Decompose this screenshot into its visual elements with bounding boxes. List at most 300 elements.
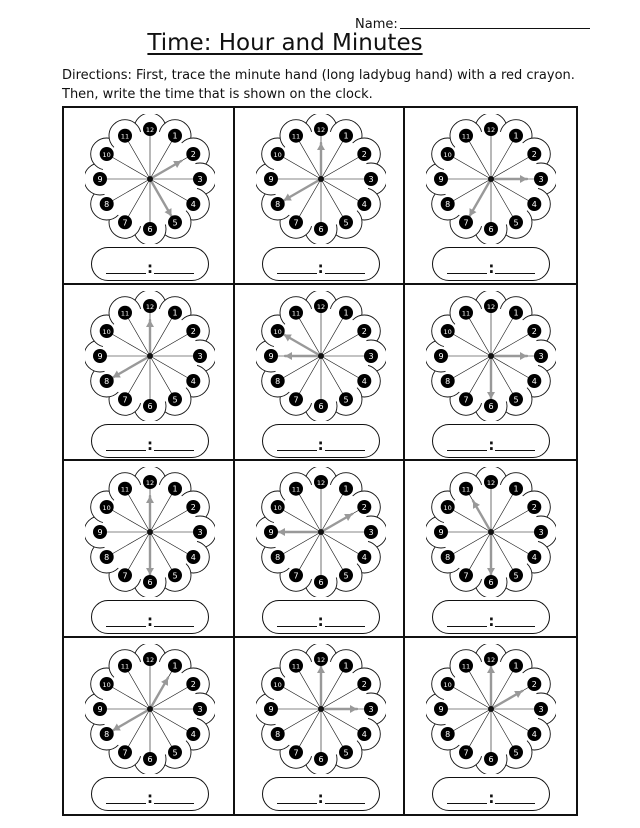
svg-text:4: 4 — [532, 553, 538, 562]
clock-number — [100, 677, 114, 691]
clock-number — [186, 677, 200, 691]
clock-number — [168, 745, 182, 759]
clock-number — [186, 550, 200, 564]
hour-blank[interactable] — [277, 273, 317, 274]
svg-text:11: 11 — [462, 309, 471, 318]
clock-number — [270, 374, 284, 388]
svg-text:5: 5 — [343, 571, 349, 581]
hour-blank[interactable] — [447, 450, 487, 451]
clock-number — [534, 172, 548, 186]
clock-number — [186, 500, 200, 514]
hour-blank[interactable] — [106, 803, 146, 804]
clock-face — [85, 114, 215, 244]
time-answer-box[interactable] — [91, 600, 209, 634]
svg-text:1: 1 — [172, 131, 178, 141]
clock-number — [270, 324, 284, 338]
time-answer-box[interactable] — [91, 424, 209, 458]
clock-number — [143, 752, 157, 766]
svg-text:8: 8 — [274, 553, 280, 562]
clock-number — [100, 197, 114, 211]
clock-number — [93, 525, 107, 539]
clock-number — [509, 745, 523, 759]
clock-number — [509, 392, 523, 406]
clock-number — [509, 482, 523, 496]
svg-text:8: 8 — [274, 729, 280, 739]
clock-number — [484, 752, 498, 766]
clock-number — [441, 677, 455, 691]
time-answer-box[interactable] — [432, 247, 550, 281]
svg-text:9: 9 — [97, 528, 103, 537]
clock-number — [534, 349, 548, 363]
svg-text:2: 2 — [532, 326, 538, 336]
clock-number — [168, 658, 182, 672]
clock-number — [264, 172, 278, 186]
svg-text:12: 12 — [145, 302, 155, 311]
clock-cell — [235, 461, 406, 638]
time-colon: : — [488, 259, 495, 277]
hour-blank[interactable] — [106, 273, 146, 274]
svg-text:11: 11 — [291, 662, 300, 671]
clock-face — [256, 114, 386, 244]
clock-face — [256, 291, 386, 421]
clock-number — [289, 215, 303, 229]
time-colon: : — [147, 435, 153, 454]
time-answer-box[interactable] — [432, 424, 550, 458]
svg-text:10: 10 — [273, 680, 282, 689]
svg-text:12: 12 — [145, 126, 155, 134]
clock-number — [441, 374, 455, 388]
clock-face — [426, 644, 556, 774]
svg-text:1: 1 — [513, 661, 519, 671]
hour-blank[interactable] — [447, 803, 487, 804]
svg-text:11: 11 — [291, 485, 300, 494]
svg-text:8: 8 — [445, 553, 451, 562]
clock-number — [100, 727, 114, 741]
svg-text:4: 4 — [190, 376, 196, 386]
time-colon: : — [317, 612, 324, 630]
clock-number — [314, 299, 328, 313]
svg-text:9: 9 — [97, 351, 103, 361]
clock-number — [528, 374, 542, 388]
svg-text:3: 3 — [368, 704, 374, 714]
svg-text:6: 6 — [488, 754, 494, 764]
clock-number — [270, 727, 284, 741]
svg-text:1: 1 — [513, 308, 519, 318]
clock-number — [143, 222, 157, 236]
svg-text:6: 6 — [147, 225, 153, 234]
svg-text:2: 2 — [532, 679, 538, 689]
clock-number — [168, 482, 182, 496]
clock-number — [143, 475, 157, 489]
time-answer-box[interactable] — [262, 247, 380, 281]
minute-blank[interactable] — [154, 273, 194, 274]
clock-number — [528, 550, 542, 564]
svg-text:12: 12 — [145, 655, 155, 664]
svg-text:8: 8 — [445, 376, 451, 386]
clock-face — [426, 467, 556, 597]
clock-number — [534, 702, 548, 716]
clock-cell — [405, 638, 576, 815]
clock-number — [364, 525, 378, 539]
clock-number — [357, 677, 371, 691]
svg-text:10: 10 — [102, 680, 111, 689]
clock-number — [357, 550, 371, 564]
svg-text:8: 8 — [274, 200, 280, 209]
clock-number — [186, 374, 200, 388]
svg-text:5: 5 — [513, 571, 519, 581]
clock-number — [186, 324, 200, 338]
hour-blank[interactable] — [447, 626, 487, 627]
svg-text:12: 12 — [316, 302, 325, 311]
svg-text:6: 6 — [488, 578, 494, 587]
svg-text:2: 2 — [361, 150, 367, 159]
clock-number — [168, 215, 182, 229]
clock-number — [168, 305, 182, 319]
clock-number — [441, 147, 455, 161]
svg-text:1: 1 — [513, 484, 519, 494]
clock-number — [186, 147, 200, 161]
clock-number — [100, 374, 114, 388]
clock-number — [289, 305, 303, 319]
svg-text:6: 6 — [318, 401, 324, 411]
svg-text:8: 8 — [274, 376, 280, 386]
clock-number — [528, 324, 542, 338]
svg-text:5: 5 — [343, 394, 349, 404]
svg-text:10: 10 — [102, 327, 111, 336]
minute-blank[interactable] — [325, 450, 365, 451]
svg-text:5: 5 — [513, 218, 519, 228]
clock-number — [289, 129, 303, 143]
time-colon: : — [147, 612, 153, 630]
svg-text:8: 8 — [104, 200, 110, 209]
svg-text:8: 8 — [445, 729, 451, 739]
minute-blank[interactable] — [325, 803, 365, 804]
svg-text:4: 4 — [361, 729, 367, 739]
minute-blank[interactable] — [325, 626, 365, 627]
time-colon: : — [147, 788, 153, 807]
minute-blank[interactable] — [495, 273, 535, 274]
clock-number — [118, 745, 132, 759]
clock-number — [484, 122, 498, 136]
clock-number — [118, 305, 132, 319]
hour-blank[interactable] — [106, 626, 146, 627]
svg-text:10: 10 — [273, 327, 282, 336]
svg-text:9: 9 — [268, 351, 274, 361]
clock-cell — [235, 638, 406, 815]
time-colon: : — [488, 612, 495, 630]
svg-text:9: 9 — [268, 175, 274, 184]
clock-cell — [235, 108, 406, 285]
clock-number — [100, 147, 114, 161]
svg-text:5: 5 — [172, 218, 178, 228]
clock-number — [357, 727, 371, 741]
clock-number — [339, 215, 353, 229]
clock-number — [509, 215, 523, 229]
clock-number — [118, 568, 132, 582]
svg-text:2: 2 — [532, 150, 538, 159]
clock-number — [509, 129, 523, 143]
svg-text:12: 12 — [145, 479, 155, 487]
clock-number — [357, 197, 371, 211]
clock-number — [459, 745, 473, 759]
clock-number — [100, 324, 114, 338]
svg-text:10: 10 — [102, 151, 111, 159]
clock-cell — [405, 285, 576, 462]
svg-text:9: 9 — [438, 175, 444, 184]
name-blank-line — [400, 28, 590, 29]
clock-number — [264, 349, 278, 363]
svg-text:4: 4 — [361, 200, 367, 209]
clock-number — [270, 550, 284, 564]
svg-text:4: 4 — [361, 376, 367, 386]
clock-face — [85, 291, 215, 421]
clock-number — [357, 374, 371, 388]
minute-blank[interactable] — [495, 626, 535, 627]
clock-number — [528, 677, 542, 691]
time-answer-box[interactable] — [432, 777, 550, 811]
clock-number — [270, 500, 284, 514]
clock-number — [484, 475, 498, 489]
clock-number — [143, 299, 157, 313]
svg-text:10: 10 — [443, 504, 453, 512]
time-answer-box[interactable] — [262, 600, 380, 634]
svg-text:3: 3 — [197, 175, 203, 184]
clock-face — [256, 644, 386, 774]
svg-text:7: 7 — [463, 747, 469, 757]
clock-number — [143, 122, 157, 136]
time-colon: : — [488, 788, 495, 807]
clock-number — [186, 727, 200, 741]
minute-blank[interactable] — [495, 803, 535, 804]
svg-text:4: 4 — [532, 200, 538, 209]
svg-text:2: 2 — [532, 503, 538, 512]
hour-blank[interactable] — [106, 450, 146, 451]
svg-text:11: 11 — [120, 662, 130, 671]
clock-number — [193, 702, 207, 716]
clock-number — [484, 399, 498, 413]
svg-text:1: 1 — [172, 308, 178, 318]
svg-text:2: 2 — [361, 326, 367, 336]
clock-number — [143, 399, 157, 413]
time-colon: : — [147, 259, 153, 277]
clock-number — [93, 172, 107, 186]
svg-text:3: 3 — [197, 351, 203, 361]
svg-text:10: 10 — [273, 151, 282, 159]
svg-text:2: 2 — [190, 503, 196, 512]
minute-blank[interactable] — [154, 803, 194, 804]
clock-number — [534, 525, 548, 539]
svg-text:4: 4 — [532, 376, 538, 386]
clock-number — [168, 568, 182, 582]
clock-number — [193, 172, 207, 186]
clock-number — [441, 727, 455, 741]
svg-text:3: 3 — [538, 351, 544, 361]
svg-text:6: 6 — [318, 754, 324, 764]
svg-text:3: 3 — [368, 175, 374, 184]
clock-number — [314, 122, 328, 136]
svg-text:9: 9 — [268, 528, 274, 537]
time-answer-box[interactable] — [91, 247, 209, 281]
svg-text:8: 8 — [104, 376, 110, 386]
svg-text:6: 6 — [488, 401, 494, 411]
clock-number — [186, 197, 200, 211]
time-answer-box[interactable] — [262, 424, 380, 458]
clock-number — [168, 392, 182, 406]
minute-blank[interactable] — [325, 273, 365, 274]
svg-text:7: 7 — [293, 394, 299, 404]
clock-number — [459, 392, 473, 406]
svg-text:1: 1 — [343, 131, 349, 141]
hour-blank[interactable] — [447, 273, 487, 274]
svg-text:2: 2 — [361, 503, 367, 512]
svg-text:4: 4 — [190, 553, 196, 562]
svg-text:5: 5 — [172, 571, 178, 581]
svg-text:10: 10 — [443, 680, 453, 689]
svg-text:7: 7 — [293, 218, 299, 228]
svg-text:7: 7 — [293, 747, 299, 757]
svg-text:11: 11 — [291, 132, 300, 141]
clock-number — [459, 482, 473, 496]
svg-text:5: 5 — [513, 747, 519, 757]
clock-number — [118, 129, 132, 143]
clock-number — [528, 500, 542, 514]
svg-text:9: 9 — [438, 351, 444, 361]
hour-blank[interactable] — [277, 450, 317, 451]
clock-cell — [64, 285, 235, 462]
clock-number — [509, 568, 523, 582]
directions-text: Directions: First, trace the minute hand (long ladybug hand) with a red crayon. Then, write the time that is shown on the clock. — [62, 68, 575, 102]
clock-number — [93, 702, 107, 716]
clock-number — [528, 727, 542, 741]
svg-text:5: 5 — [343, 747, 349, 757]
clock-number — [289, 392, 303, 406]
time-colon: : — [317, 259, 324, 277]
name-field[interactable] — [355, 10, 590, 32]
svg-text:2: 2 — [190, 326, 196, 336]
clock-number — [339, 568, 353, 582]
clock-number — [459, 129, 473, 143]
svg-text:9: 9 — [97, 175, 103, 184]
time-answer-box[interactable] — [432, 600, 550, 634]
clock-number — [357, 147, 371, 161]
clock-number — [314, 475, 328, 489]
clock-number — [289, 658, 303, 672]
clock-number — [168, 129, 182, 143]
clock-number — [484, 652, 498, 666]
svg-text:1: 1 — [343, 308, 349, 318]
clock-number — [434, 349, 448, 363]
clock-number — [339, 658, 353, 672]
clock-cell — [405, 461, 576, 638]
clock-number — [339, 745, 353, 759]
svg-text:3: 3 — [368, 351, 374, 361]
clock-face — [426, 291, 556, 421]
clock-number — [434, 172, 448, 186]
clock-cell — [235, 285, 406, 462]
svg-text:12: 12 — [487, 302, 496, 311]
clock-number — [289, 482, 303, 496]
svg-text:12: 12 — [316, 479, 325, 487]
clock-number — [441, 500, 455, 514]
svg-text:5: 5 — [172, 747, 178, 757]
clock-number — [100, 500, 114, 514]
clock-number — [339, 482, 353, 496]
svg-text:12: 12 — [487, 655, 496, 664]
clock-number — [364, 172, 378, 186]
minute-blank[interactable] — [154, 626, 194, 627]
minute-blank[interactable] — [495, 450, 535, 451]
clock-number — [118, 215, 132, 229]
svg-text:6: 6 — [147, 578, 153, 587]
time-answer-box[interactable] — [91, 777, 209, 811]
clock-number — [143, 575, 157, 589]
clock-face — [85, 644, 215, 774]
clock-cell — [64, 108, 235, 285]
svg-text:1: 1 — [513, 131, 519, 141]
page-title: Time: Hour and Minutes — [147, 30, 423, 56]
clock-number — [357, 500, 371, 514]
clock-number — [314, 399, 328, 413]
svg-text:6: 6 — [318, 578, 324, 587]
clock-number — [484, 575, 498, 589]
minute-blank[interactable] — [154, 450, 194, 451]
clock-number — [441, 197, 455, 211]
svg-text:4: 4 — [532, 729, 538, 739]
clock-number — [528, 197, 542, 211]
svg-text:10: 10 — [273, 504, 282, 512]
name-label: Name: — [355, 17, 398, 32]
svg-text:10: 10 — [443, 151, 453, 159]
clock-number — [484, 299, 498, 313]
svg-text:9: 9 — [97, 704, 103, 714]
clock-number — [143, 652, 157, 666]
clock-grid — [62, 106, 578, 816]
svg-text:5: 5 — [172, 394, 178, 404]
svg-text:2: 2 — [190, 150, 196, 159]
clock-number — [364, 702, 378, 716]
clock-number — [528, 147, 542, 161]
hour-blank[interactable] — [277, 803, 317, 804]
svg-text:6: 6 — [318, 225, 324, 234]
clock-cell — [64, 461, 235, 638]
clock-number — [509, 305, 523, 319]
clock-cell — [405, 108, 576, 285]
clock-number — [270, 677, 284, 691]
clock-number — [459, 658, 473, 672]
clock-number — [270, 147, 284, 161]
clock-number — [118, 658, 132, 672]
time-answer-box[interactable] — [262, 777, 380, 811]
svg-text:7: 7 — [463, 394, 469, 404]
svg-text:7: 7 — [122, 394, 128, 404]
svg-text:3: 3 — [197, 528, 203, 537]
clock-number — [264, 702, 278, 716]
svg-text:11: 11 — [462, 485, 471, 494]
svg-text:5: 5 — [343, 218, 349, 228]
hour-blank[interactable] — [277, 626, 317, 627]
svg-text:9: 9 — [268, 704, 274, 714]
clock-number — [459, 215, 473, 229]
clock-number — [434, 702, 448, 716]
clock-number — [434, 525, 448, 539]
svg-text:3: 3 — [538, 528, 544, 537]
clock-number — [118, 482, 132, 496]
svg-text:3: 3 — [197, 704, 203, 714]
clock-number — [100, 550, 114, 564]
svg-text:6: 6 — [488, 225, 494, 234]
svg-text:12: 12 — [487, 479, 496, 487]
clock-face — [256, 467, 386, 597]
